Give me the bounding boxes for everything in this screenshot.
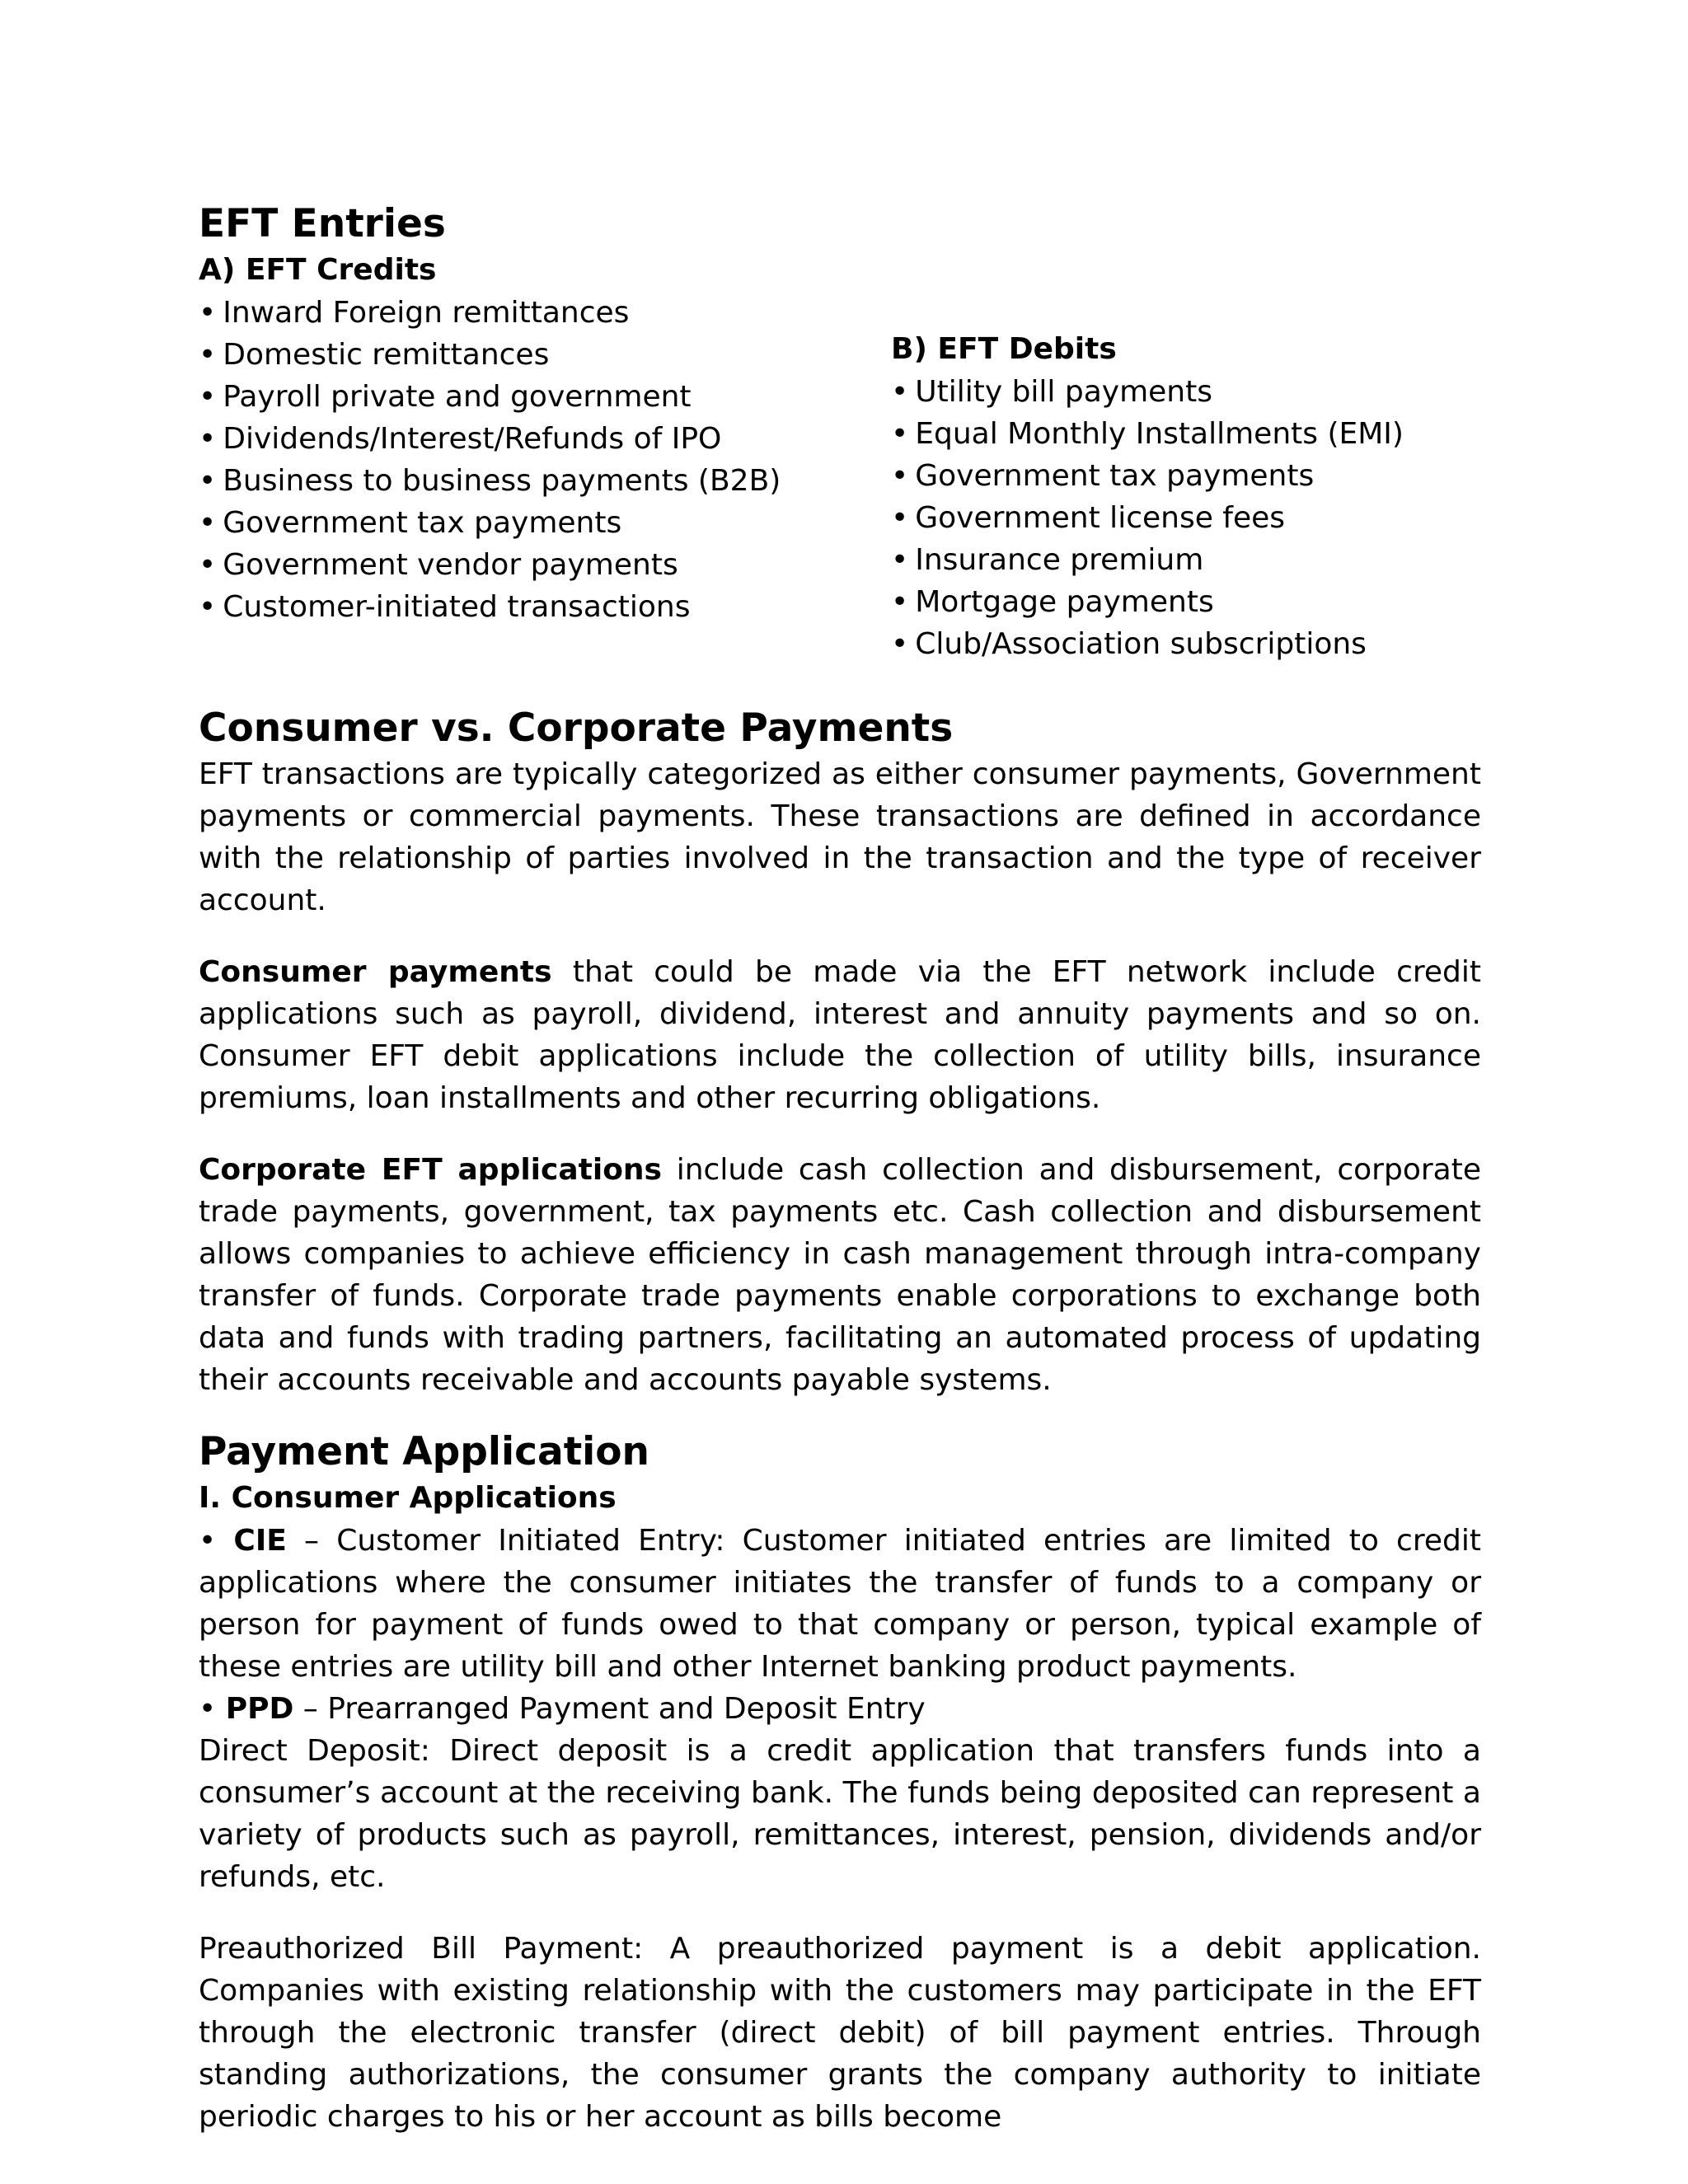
list-item: • Dividends/Interest/Refunds of IPO: [199, 418, 781, 460]
list-item: • Government tax payments: [199, 502, 781, 544]
consumer-payments-lead: Consumer payments: [199, 955, 552, 989]
eft-debits-column: [891, 328, 1404, 665]
list-item: • Business to business payments (B2B): [199, 460, 781, 502]
consumer-payments-text: that could be made via the EFT network include credit applications such as payroll, dividend, interest and annuity payments and so on. Consumer EFT debit applications include the collection of utility bills, insurance premiums, loan installments and other recurring obligations.: [199, 955, 1482, 1115]
cie-code: CIE: [233, 1524, 287, 1558]
bullet: •: [199, 338, 217, 372]
list-item: • Customer-initiated transactions: [199, 586, 781, 628]
list-item: • Mortgage payments: [891, 581, 1404, 623]
bullet: •: [199, 464, 217, 498]
consumer-vs-corporate-heading: Consumer vs. Corporate Payments: [199, 705, 954, 751]
eft-debits-list: [891, 371, 1404, 665]
list-item: • Payroll private and government: [199, 376, 781, 418]
list-item: • Inward Foreign remittances: [199, 292, 781, 334]
bullet: •: [199, 422, 217, 456]
bullet: •: [891, 501, 909, 535]
ppd-text: – Prearranged Payment and Deposit Entry: [293, 1692, 926, 1726]
bullet: •: [891, 585, 909, 619]
corporate-applications-lead: Corporate EFT applications: [199, 1153, 662, 1187]
corporate-applications-text: include cash collection and disbursement, corporate trade payments, government, tax payments etc. Cash collection and disbursement allows companies to achieve efficiency in cash management through intra-company transfer of funds. Corporate trade payments enable corporations to exchange both data and funds with trading partners, facilitating an automated process of updating their accounts receivable and accounts payable systems.: [199, 1153, 1481, 1397]
bullet: •: [891, 459, 909, 493]
cie-text: – Customer Initiated Entry: Customer initiated entries are limited to credit applications where the consumer initiates the transfer of funds to a company or person for payment of funds owed to that company or person, typical example of these entries are utility bill and other Internet banking product payments.: [199, 1524, 1481, 1684]
bullet: •: [891, 417, 909, 451]
bullet: •: [891, 375, 909, 409]
preauthorized-paragraph: Preauthorized Bill Payment: A preauthorized payment is a debit application. Companies with existing relationship with the customers may participate in the EFT through the electronic transfer (direct debit) of bill payment entries. Through standing authorizations, the consumer grants the company authority to initiate periodic charges to his or her account as bills become: [199, 1932, 1481, 2134]
list-item: • Equal Monthly Installments (EMI): [891, 413, 1404, 455]
consumer-vs-corporate-intro: EFT transactions are typically categorized as either consumer payments, Government payments or commercial payments. These transactions are defined in accordance with the relationship of parties involved in the transaction and the type of receiver account.: [199, 757, 1481, 917]
list-item: • Government vendor payments: [199, 544, 781, 586]
payment-application-heading: Payment Application: [199, 1429, 650, 1474]
ppd-code: PPD: [225, 1692, 294, 1726]
eft-entries-heading: EFT Entries: [199, 201, 446, 246]
bullet: •: [199, 1524, 217, 1558]
bullet: •: [199, 548, 217, 582]
document-page: [199, 199, 1481, 2138]
bullet: •: [199, 380, 217, 414]
eft-debits-heading: B) EFT Debits: [891, 332, 1117, 366]
bullet: •: [199, 506, 217, 540]
bullet: •: [891, 627, 909, 661]
consumer-applications-heading: I. Consumer Applications: [199, 1481, 617, 1515]
bullet: •: [199, 1692, 217, 1726]
list-item: • Utility bill payments: [891, 371, 1404, 413]
ppd-paragraph: [199, 1688, 1481, 1730]
list-item: • Government tax payments: [891, 455, 1404, 497]
list-item: • Domestic remittances: [199, 334, 781, 376]
consumer-payments-paragraph: [199, 951, 1481, 1119]
corporate-applications-paragraph: [199, 1149, 1481, 1401]
eft-credits-list: [199, 292, 781, 628]
bullet: •: [891, 543, 909, 577]
eft-credits-column: [199, 249, 781, 628]
bullet: •: [199, 296, 217, 330]
list-item: • Government license fees: [891, 497, 1404, 539]
list-item: • Insurance premium: [891, 539, 1404, 581]
eft-entries-columns: [199, 249, 1481, 677]
bullet: •: [199, 590, 217, 624]
eft-credits-heading: A) EFT Credits: [199, 253, 437, 287]
direct-deposit-paragraph: Direct Deposit: Direct deposit is a credit application that transfers funds into a consumer’s account at the receiving bank. The funds being deposited can represent a variety of products such as payroll, remittances, interest, pension, dividends and/or refunds, etc.: [199, 1734, 1481, 1894]
list-item: • Club/Association subscriptions: [891, 623, 1404, 665]
cie-paragraph: [199, 1520, 1481, 1688]
